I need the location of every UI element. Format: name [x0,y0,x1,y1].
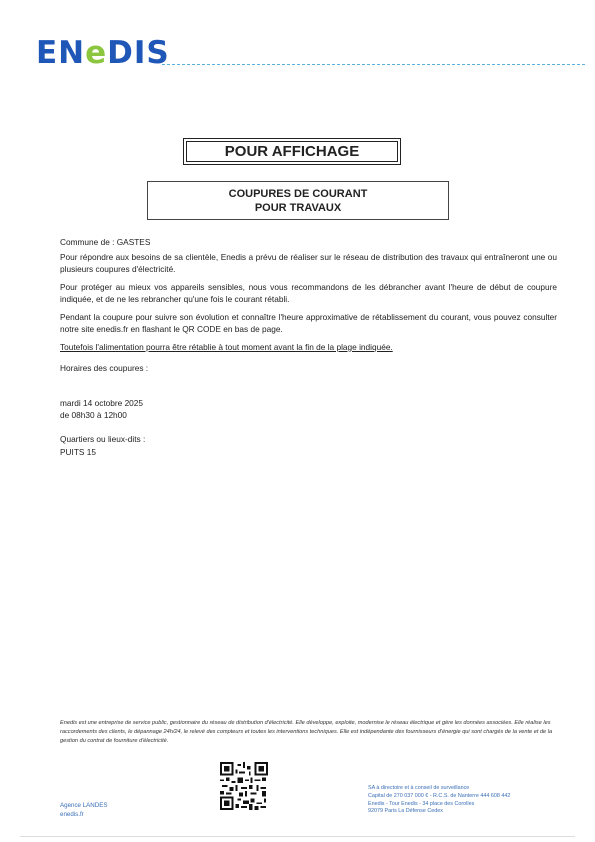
paragraph-besoins: Pour répondre aux besoins de sa clientèle, Enedis a prévu de réaliser sur le réseau de distribution des travaux qui entraîneront une ou plusieurs coupures d'électricité. [60,252,557,274]
quartier-value: PUITS 15 [60,447,96,457]
quartiers-label: Quartiers ou lieux-dits : [60,434,146,444]
coupures-line2: POUR TRAVAUX [254,201,342,214]
website-link[interactable]: enedis.fr [60,811,84,818]
paragraph-retablissement: Toutefois l'alimentation pourra être rétablie à tout moment avant la fin de la plage indiquée. [60,342,393,352]
paragraph-proteger: Pour protéger au mieux vos appareils sensibles, nous vous recommandons de les débrancher avant l'heure de début de coupure indiquée, et de ne les rebrancher qu'une fois le courant rétabli. [60,282,557,304]
commune-line: Commune de : GASTES [60,237,151,247]
header-divider [162,64,585,65]
coupures-box [147,181,449,220]
coupure-date: mardi 14 octobre 2025 [60,398,144,408]
qr-code-icon[interactable] [220,762,268,810]
paragraph-suivi: Pendant la coupure pour suivre son évolution et connaître l'heure approximative de rétablissement du courant, vous pouvez consulter notre site enedis.fr en flashant le QR CODE en bas de page. [60,312,557,334]
address-line4: 92079 Paris La Défense Cedex [368,808,443,815]
agence-name: Agence LANDES [60,802,108,809]
enedis-logo: ENeDIS [36,35,170,71]
horaires-label: Horaires des coupures : [60,363,149,373]
footer-legal-text: Enedis est une entreprise de service public, gestionnaire du réseau de distribution d'électricité. Elle développe, exploite, modernise le réseau électrique et gère les données associées. Elle réalise les raccordements des clients, le dépannage 24h/24, le relevé des compteurs et toutes les interventions techniques. Elle est indépendante des fournisseurs d'énergie qui sont chargés de la vente et de la gestion du contrat de fourniture d'électricité. [60,720,553,744]
coupures-line1: COUPURES DE COURANT [228,187,368,200]
bottom-divider [20,836,575,837]
agence-block [60,801,107,819]
address-line3: Enedis - Tour Enedis - 34 place des Corolles [368,800,475,807]
coupure-time: de 08h30 à 12h00 [60,410,127,420]
pour-affichage-title: POUR AFFICHAGE [183,138,401,165]
address-line1: SA à directoire et à conseil de surveillance [368,785,470,791]
company-address [368,785,510,816]
address-line2: Capital de 270 037 000 € - R.C.S. de Nanterre 444 608 442 [368,792,511,799]
